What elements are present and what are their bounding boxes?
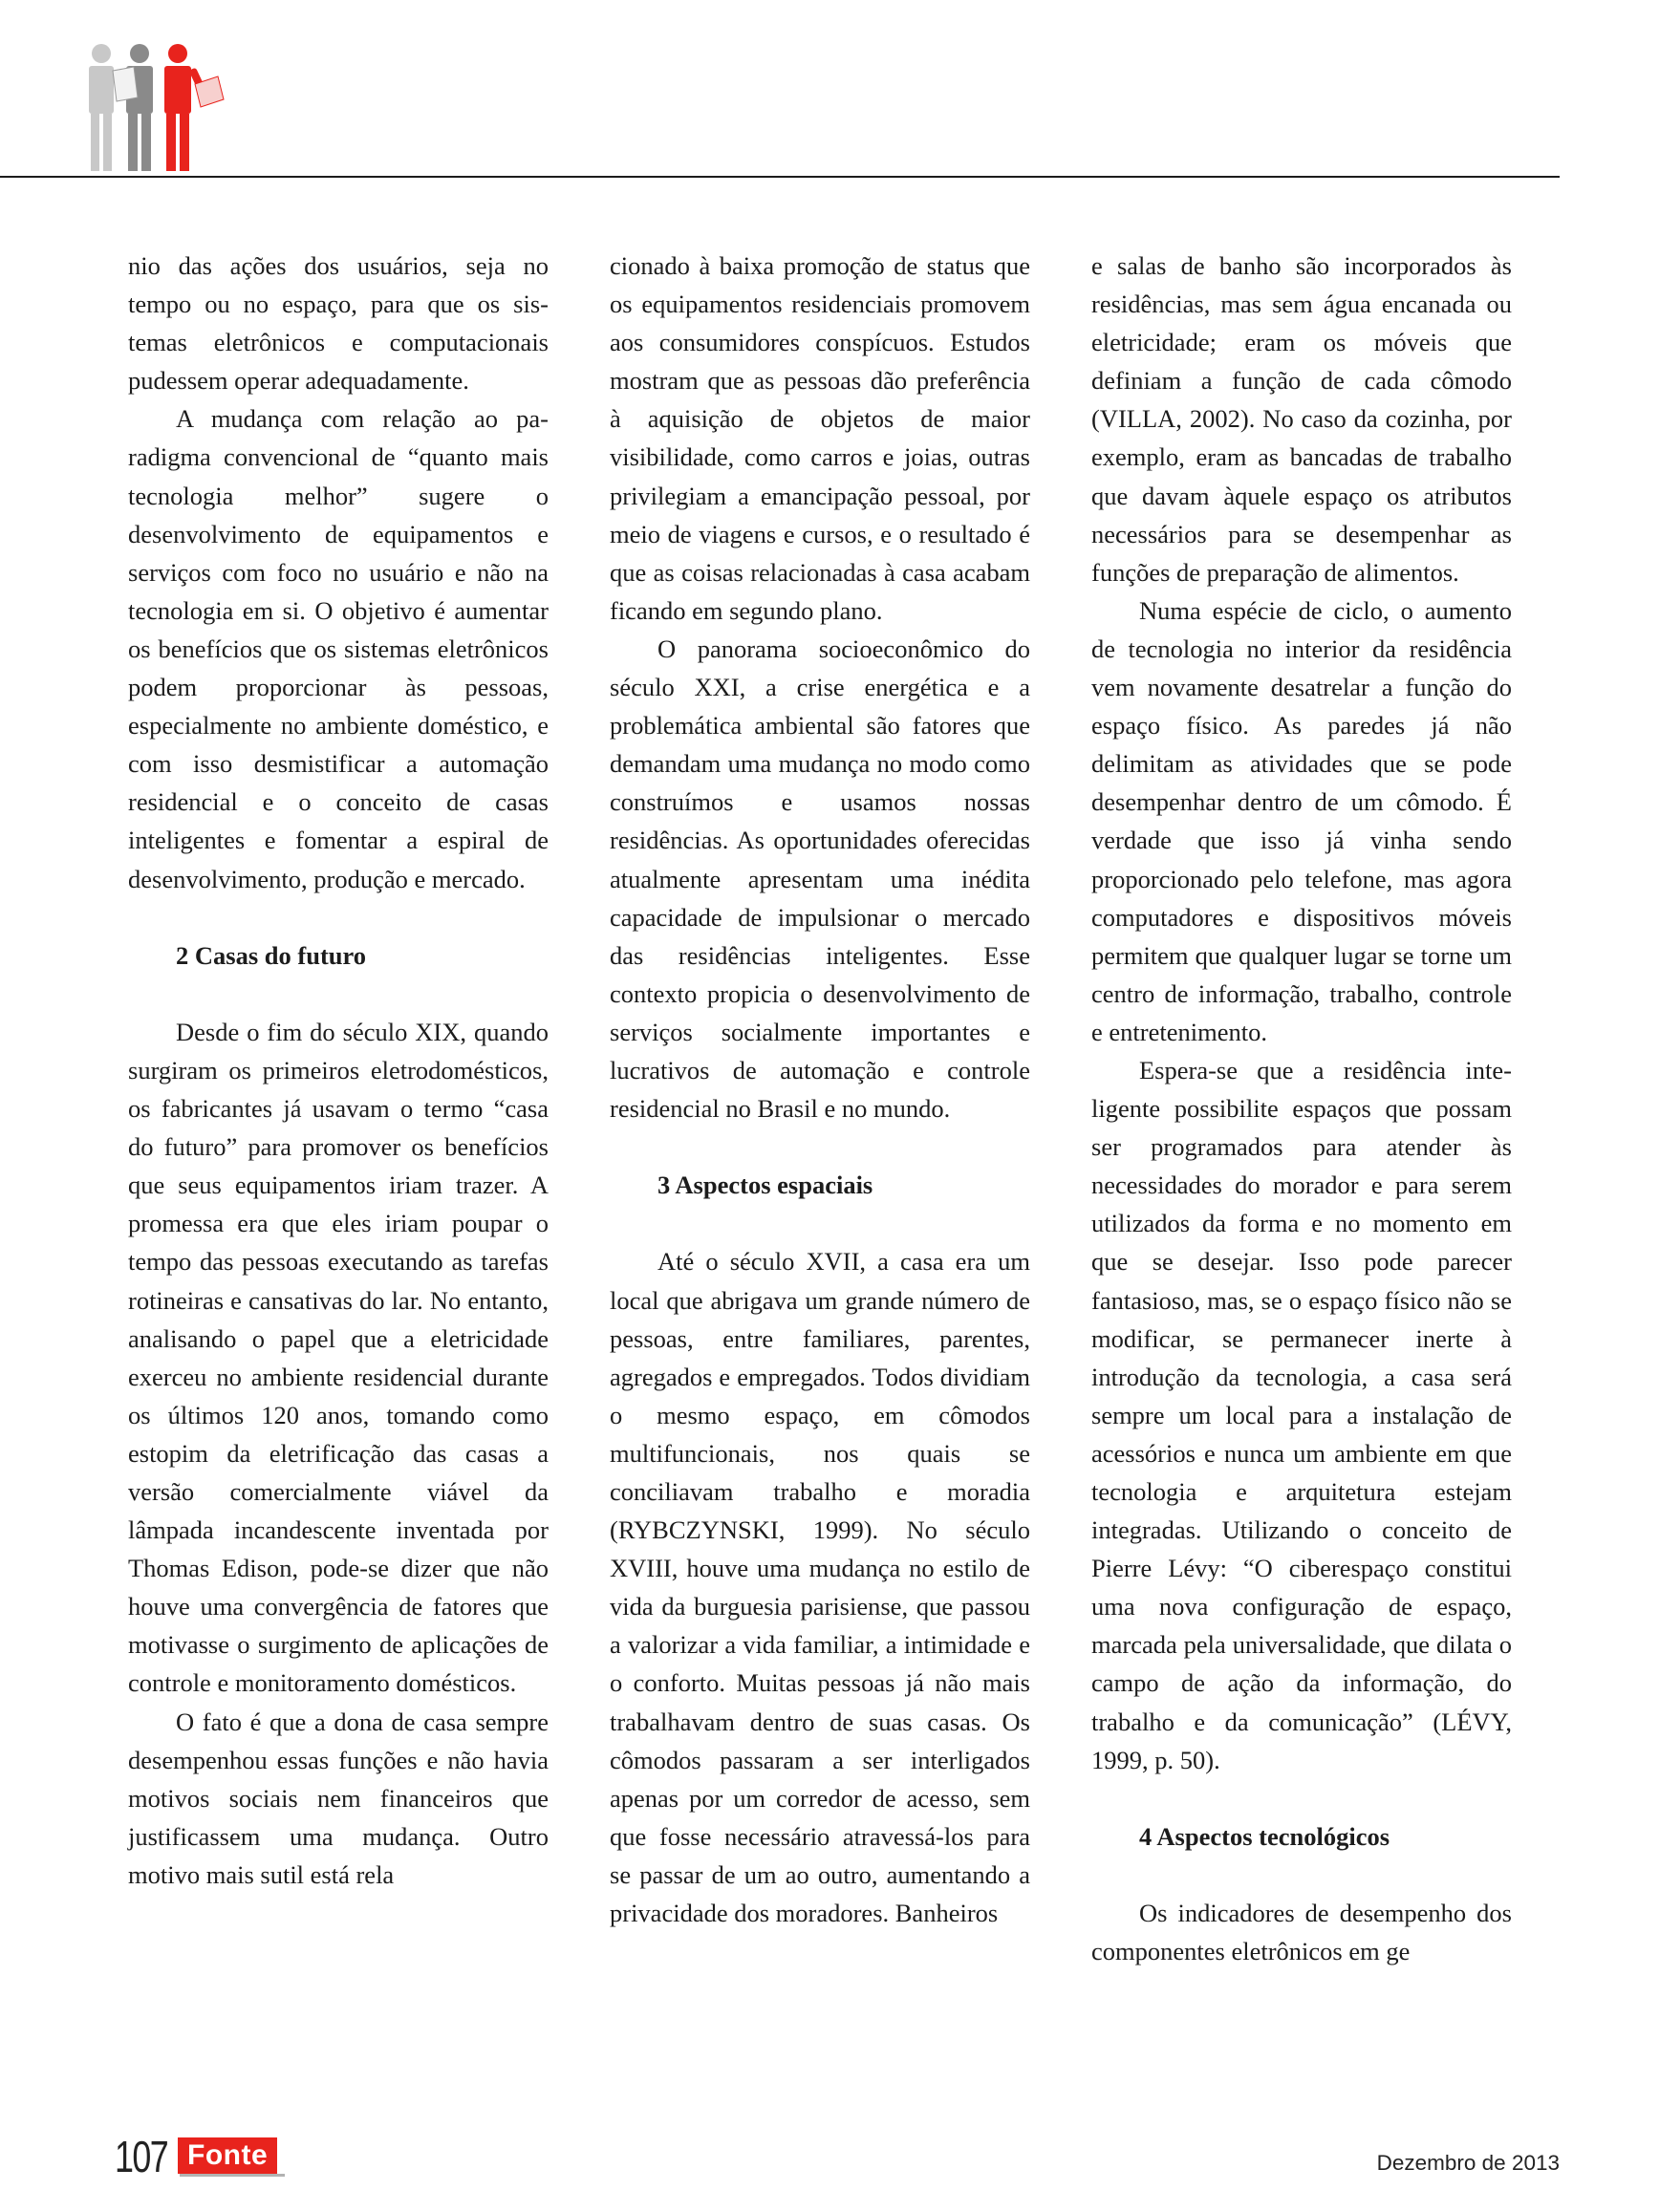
people-figures-icon bbox=[84, 42, 227, 176]
header-rule bbox=[0, 176, 1560, 178]
paragraph: Espera-se que a residência inteligente possibilite espaços que possam ser programados para atender às necessidades do morador e para serem utilizados da forma e no momento em que se desejar. Isso pode parecer fantasioso, mas, se o espaço físico não se modificar, se permanecer inerte à introdução da tecnologia, a casa será sempre um local para a instalação de acessórios e nunca um ambiente em que tecnologia e arquitetura estejam integradas. Utilizando o conceito de Pierre Lévy: “O ciberespaço constitui uma nova configuração de espaço, marcada pela universalidade, que dilata o campo de ação da informação, do trabalho e da comunicação” (LÉVY, 1999, p. 50). bbox=[1091, 1055, 1512, 1774]
page-number: 107 bbox=[115, 2132, 168, 2181]
text-column-3 bbox=[1091, 247, 1512, 1970]
paragraph: e salas de banho são incorporados às residências, mas sem água encanada ou eletricidade; eram os móveis que definiam a função de cada cômodo (VILLA, 2002). No caso da cozinha, por exemplo, eram as bancadas de trabalho que davam àquele espaço os atributos necessários para se desempenhar as funções de preparação de alimentos. bbox=[1091, 251, 1512, 587]
paragraph: Os indicadores de desempenho dos componentes eletrônicos em ge bbox=[1091, 1899, 1512, 1966]
paragraph: nio das ações dos usuários, seja no tempo ou no espaço, para que os sistemas eletrônicos e computacionais pudessem operar adequadamente. bbox=[128, 251, 549, 396]
issue-date: Dezembro de 2013 bbox=[1376, 2151, 1560, 2175]
brand-logo: Fonte bbox=[178, 2137, 277, 2174]
paragraph: cionado à baixa promoção de status que os equipamentos residenciais promovem aos consumidores conspícuos. Estudos mostram que as pessoas dão preferência à aquisição de objetos de maior visibilidade, como carros e joias, outras privilegiam a emancipação pessoal, por meio de viagens e cursos, e o resultado é que as coisas relacionadas à casa acabam ficando em segundo plano. bbox=[610, 251, 1030, 625]
paragraph: O fato é que a dona de casa sempre desempenhou essas funções e não havia motivos sociais nem financeiros que justificassem uma mudança. Outro motivo mais sutil está rela bbox=[128, 1707, 549, 1889]
section-heading: 4 Aspectos tecnológicos bbox=[1139, 1821, 1390, 1851]
section-heading: 2 Casas do futuro bbox=[176, 940, 367, 970]
brand-underline bbox=[180, 2174, 285, 2177]
paragraph: Até o século XVII, a casa era um local que abrigava um grande número de pessoas, entre familiares, parentes, agregados e empregados. Todos dividiam o mesmo espaço, em cômodos multifuncionais, nos quais se conciliavam trabalho e moradia (RYBCZYNSKI, 1999). No século XVIII, houve uma mudança no estilo de vida da burguesia parisiense, que passou a valorizar a vida familiar, a intimidade e o conforto. Muitas pessoas já não mais trabalhavam dentro de suas casas. Os cômodos passaram a ser interligados apenas por um corredor de acesso, sem que fosse necessário atravessá-los para se passar de um ao outro, aumentando a privacidade dos moradores. Banheiros bbox=[610, 1247, 1030, 1928]
text-column-2 bbox=[610, 247, 1030, 1932]
paragraph: A mudança com relação ao paradigma convencional de “quanto mais tecnologia melhor” sugere o desenvolvimento de equipamentos e serviços com foco no usuário e não na tecnologia em si. O objetivo é aumentar os benefícios que os sistemas eletrônicos podem proporcionar às pessoas, especialmente no ambiente doméstico, e com isso desmistificar a automação residencial e o conceito de casas inteligentes e fomentar a espiral de desenvolvimento, produção e mercado. bbox=[128, 404, 549, 893]
text-column-1 bbox=[128, 247, 549, 1894]
page-footer bbox=[0, 2129, 1659, 2186]
section-heading: 3 Aspectos espaciais bbox=[657, 1170, 873, 1200]
paragraph: Desde o fim do século XIX, quando surgiram os primeiros eletrodomésticos, os fabricantes já usavam o termo “casa do futuro” para promover os benefícios que seus equipamentos iriam trazer. A promessa era que eles iriam poupar o tempo das pessoas executando as tarefas rotineiras e cansativas do lar. No entanto, analisando o papel que a eletricidade exerceu no ambiente residencial durante os últimos 120 anos, tomando como estopim da eletrificação das casas a versão comercialmente viável da lâmpada incandescente inventada por Thomas Edison, pode-se dizer que não houve uma convergência de fatores que motivasse o surgimento de aplicações de controle e monitoramento domésticos. bbox=[128, 1017, 549, 1698]
paragraph: Numa espécie de ciclo, o aumento de tecnologia no interior da residência vem novamente desatrelar a função do espaço físico. As paredes já não delimitam as atividades que se pode desempenhar dentro de um cômodo. É verdade que isso já vinha sendo proporcionado pelo telefone, mas agora computadores e dispositivos móveis permitem que qualquer lugar se torne um centro de informação, trabalho, controle e entretenimento. bbox=[1091, 595, 1512, 1046]
paragraph: O panorama socioeconômico do século XXI, a crise energética e a problemática ambiental são fatores que demandam uma mudança no modo como construímos e usamos nossas residências. As oportunidades oferecidas atualmente apresentam uma inédita capacidade de impulsionar o mercado das residências inteligentes. Esse contexto propicia o desenvolvimento de serviços socialmente importantes e lucrativos de automação e controle residencial no Brasil e no mundo. bbox=[610, 634, 1030, 1124]
